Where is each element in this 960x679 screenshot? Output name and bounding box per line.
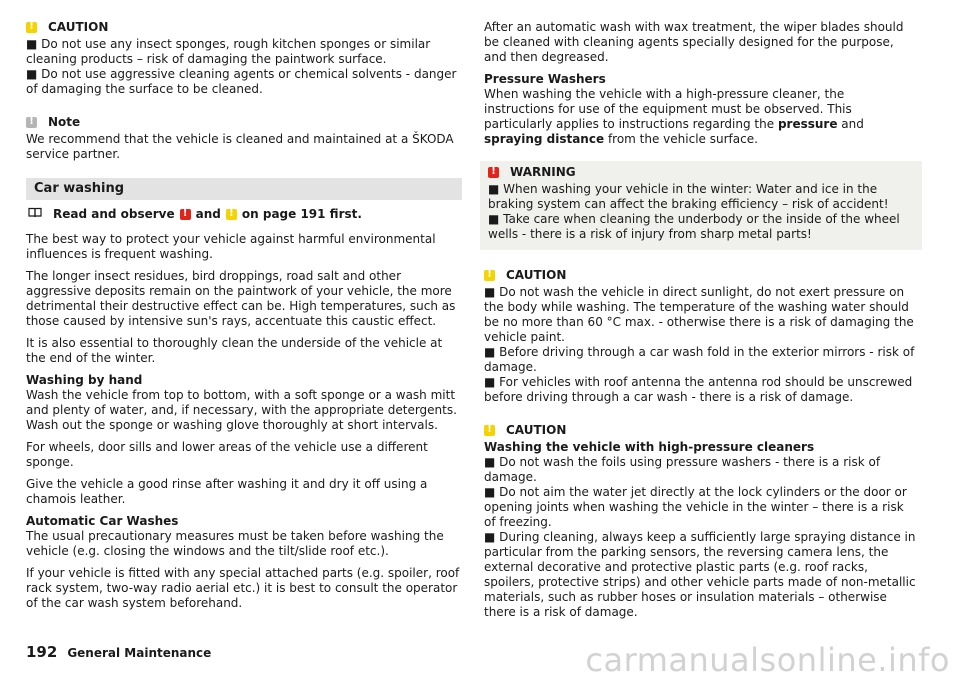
subheading-automatic-car-washes: Automatic Car Washes (26, 514, 179, 528)
paragraph: If your vehicle is fitted with any special attached parts (e.g. spoiler, roof rack system, two-way radio aerial etc.) it is best to consult the operator of the car wash system beforehand. (26, 566, 460, 610)
right-column (484, 20, 918, 620)
paragraph: Wash the vehicle from top to bottom, with a soft sponge or a wash mitt and plenty of water, and, if necessary, with the appropriate detergents. Wash out the sponge or washing glove thoroughly at short intervals. (26, 388, 457, 432)
paragraph: After an automatic wash with wax treatment, the wiper blades should be cleaned with cleaning agents specially designed for the purpose, and then degreased. (484, 20, 904, 64)
note-icon (26, 117, 37, 128)
warning-icon (488, 167, 499, 178)
section-heading: Car washing (26, 178, 462, 200)
caution-line: ■ Do not use any insect sponges, rough kitchen sponges or similar cleaning products – risk of damaging the paintwork surface. (26, 37, 431, 66)
caution-line: ■ Do not wash the foils using pressure washers - there is a risk of damage. (484, 455, 881, 484)
caution-title: CAUTION (48, 20, 109, 34)
paragraph-pressure: When washing the vehicle with a high-pressure cleaner, the instructions for use of the equipment must be observed. This particularly applies to instructions regarding the pressure and spraying distance from the vehicle surface. (484, 87, 864, 146)
page-footer (26, 643, 211, 661)
paragraph: The usual precautionary measures must be taken before washing the vehicle (e.g. closing the windows and the tilt/slide roof etc.). (26, 529, 444, 558)
subheading-pressure-washers: Pressure Washers (484, 72, 606, 86)
caution-line: ■ Before driving through a car wash fold in the exterior mirrors - risk of damage. (484, 345, 915, 374)
paragraph: The longer insect residues, bird droppings, road salt and other aggressive deposits remain on the paintwork of your vehicle, the more detrimental their destructive effect can be. High temperatures, such as those caused by intensive sun's rays, accentuate this caustic effect. (26, 269, 456, 328)
caution-icon (484, 425, 495, 436)
note-text: We recommend that the vehicle is cleaned and maintained at a ŠKODA service partner. (26, 132, 454, 161)
caution-line: ■ Do not use aggressive cleaning agents or chemical solvents - danger of damaging the surface to be cleaned. (26, 67, 457, 96)
subheading-washing-by-hand: Washing by hand (26, 373, 143, 387)
caution-line: ■ Do not aim the water jet directly at the lock cylinders or the door or opening joints when washing the vehicle in the winter – there is a risk of freezing. (484, 485, 907, 529)
note-title: Note (48, 115, 81, 129)
note-block (26, 115, 462, 162)
caution-line: ■ For vehicles with roof antenna the antenna rod should be unscrewed before driving through a car wash - there is a risk of damage. (484, 375, 913, 404)
chapter-title: General Maintenance (67, 646, 212, 660)
cross-reference[interactable] (26, 207, 462, 222)
ref-and: and (195, 207, 221, 221)
warning-line: ■ When washing your vehicle in the winter: Water and ice in the braking system can affect the braking efficiency – risk of accident! (488, 182, 889, 211)
caution-subtitle: Washing the vehicle with high-pressure cleaners (484, 440, 815, 454)
caution-block-1 (26, 20, 462, 97)
caution-block-2 (484, 268, 918, 405)
caution-line: ■ During cleaning, always keep a sufficiently large spraying distance in particular from the parking sensors, the reversing camera lens, the external decorative and protective plastic parts (e.g. roof racks, spoilers, protective strips) and other vehicle parts made of non-metallic materials, such as rubber hoses or insulation materials – otherwise there is a risk of damage. (484, 530, 916, 619)
caution-icon (484, 270, 495, 281)
caution-title: CAUTION (506, 423, 567, 437)
paragraph: Give the vehicle a good rinse after washing it and dry it off using a chamois leather. (26, 477, 428, 506)
left-column (26, 20, 462, 611)
warning-icon (180, 209, 191, 220)
warning-block (480, 161, 922, 250)
caution-title: CAUTION (506, 268, 567, 282)
book-icon (28, 207, 42, 222)
warning-title: WARNING (510, 165, 576, 179)
ref-prefix: Read and observe (53, 207, 175, 221)
paragraph: It is also essential to thoroughly clean the underside of the vehicle at the end of the winter. (26, 336, 443, 365)
caution-icon (26, 22, 37, 33)
watermark: carmanualsonline.info (585, 641, 950, 679)
ref-suffix: on page 191 first. (241, 207, 362, 221)
caution-icon (226, 209, 237, 220)
paragraph: The best way to protect your vehicle against harmful environmental influences is frequent washing. (26, 232, 436, 261)
caution-line: ■ Do not wash the vehicle in direct sunlight, do not exert pressure on the body while washing. The temperature of the washing water should be no more than 60 °C max. - otherwise there is a risk of damaging the vehicle paint. (484, 285, 914, 344)
paragraph: For wheels, door sills and lower areas of the vehicle use a different sponge. (26, 440, 428, 469)
page-number: 192 (26, 643, 58, 661)
warning-line: ■ Take care when cleaning the underbody or the inside of the wheel wells - there is a risk of injury from sharp metal parts! (488, 212, 900, 241)
caution-block-3 (484, 423, 918, 620)
